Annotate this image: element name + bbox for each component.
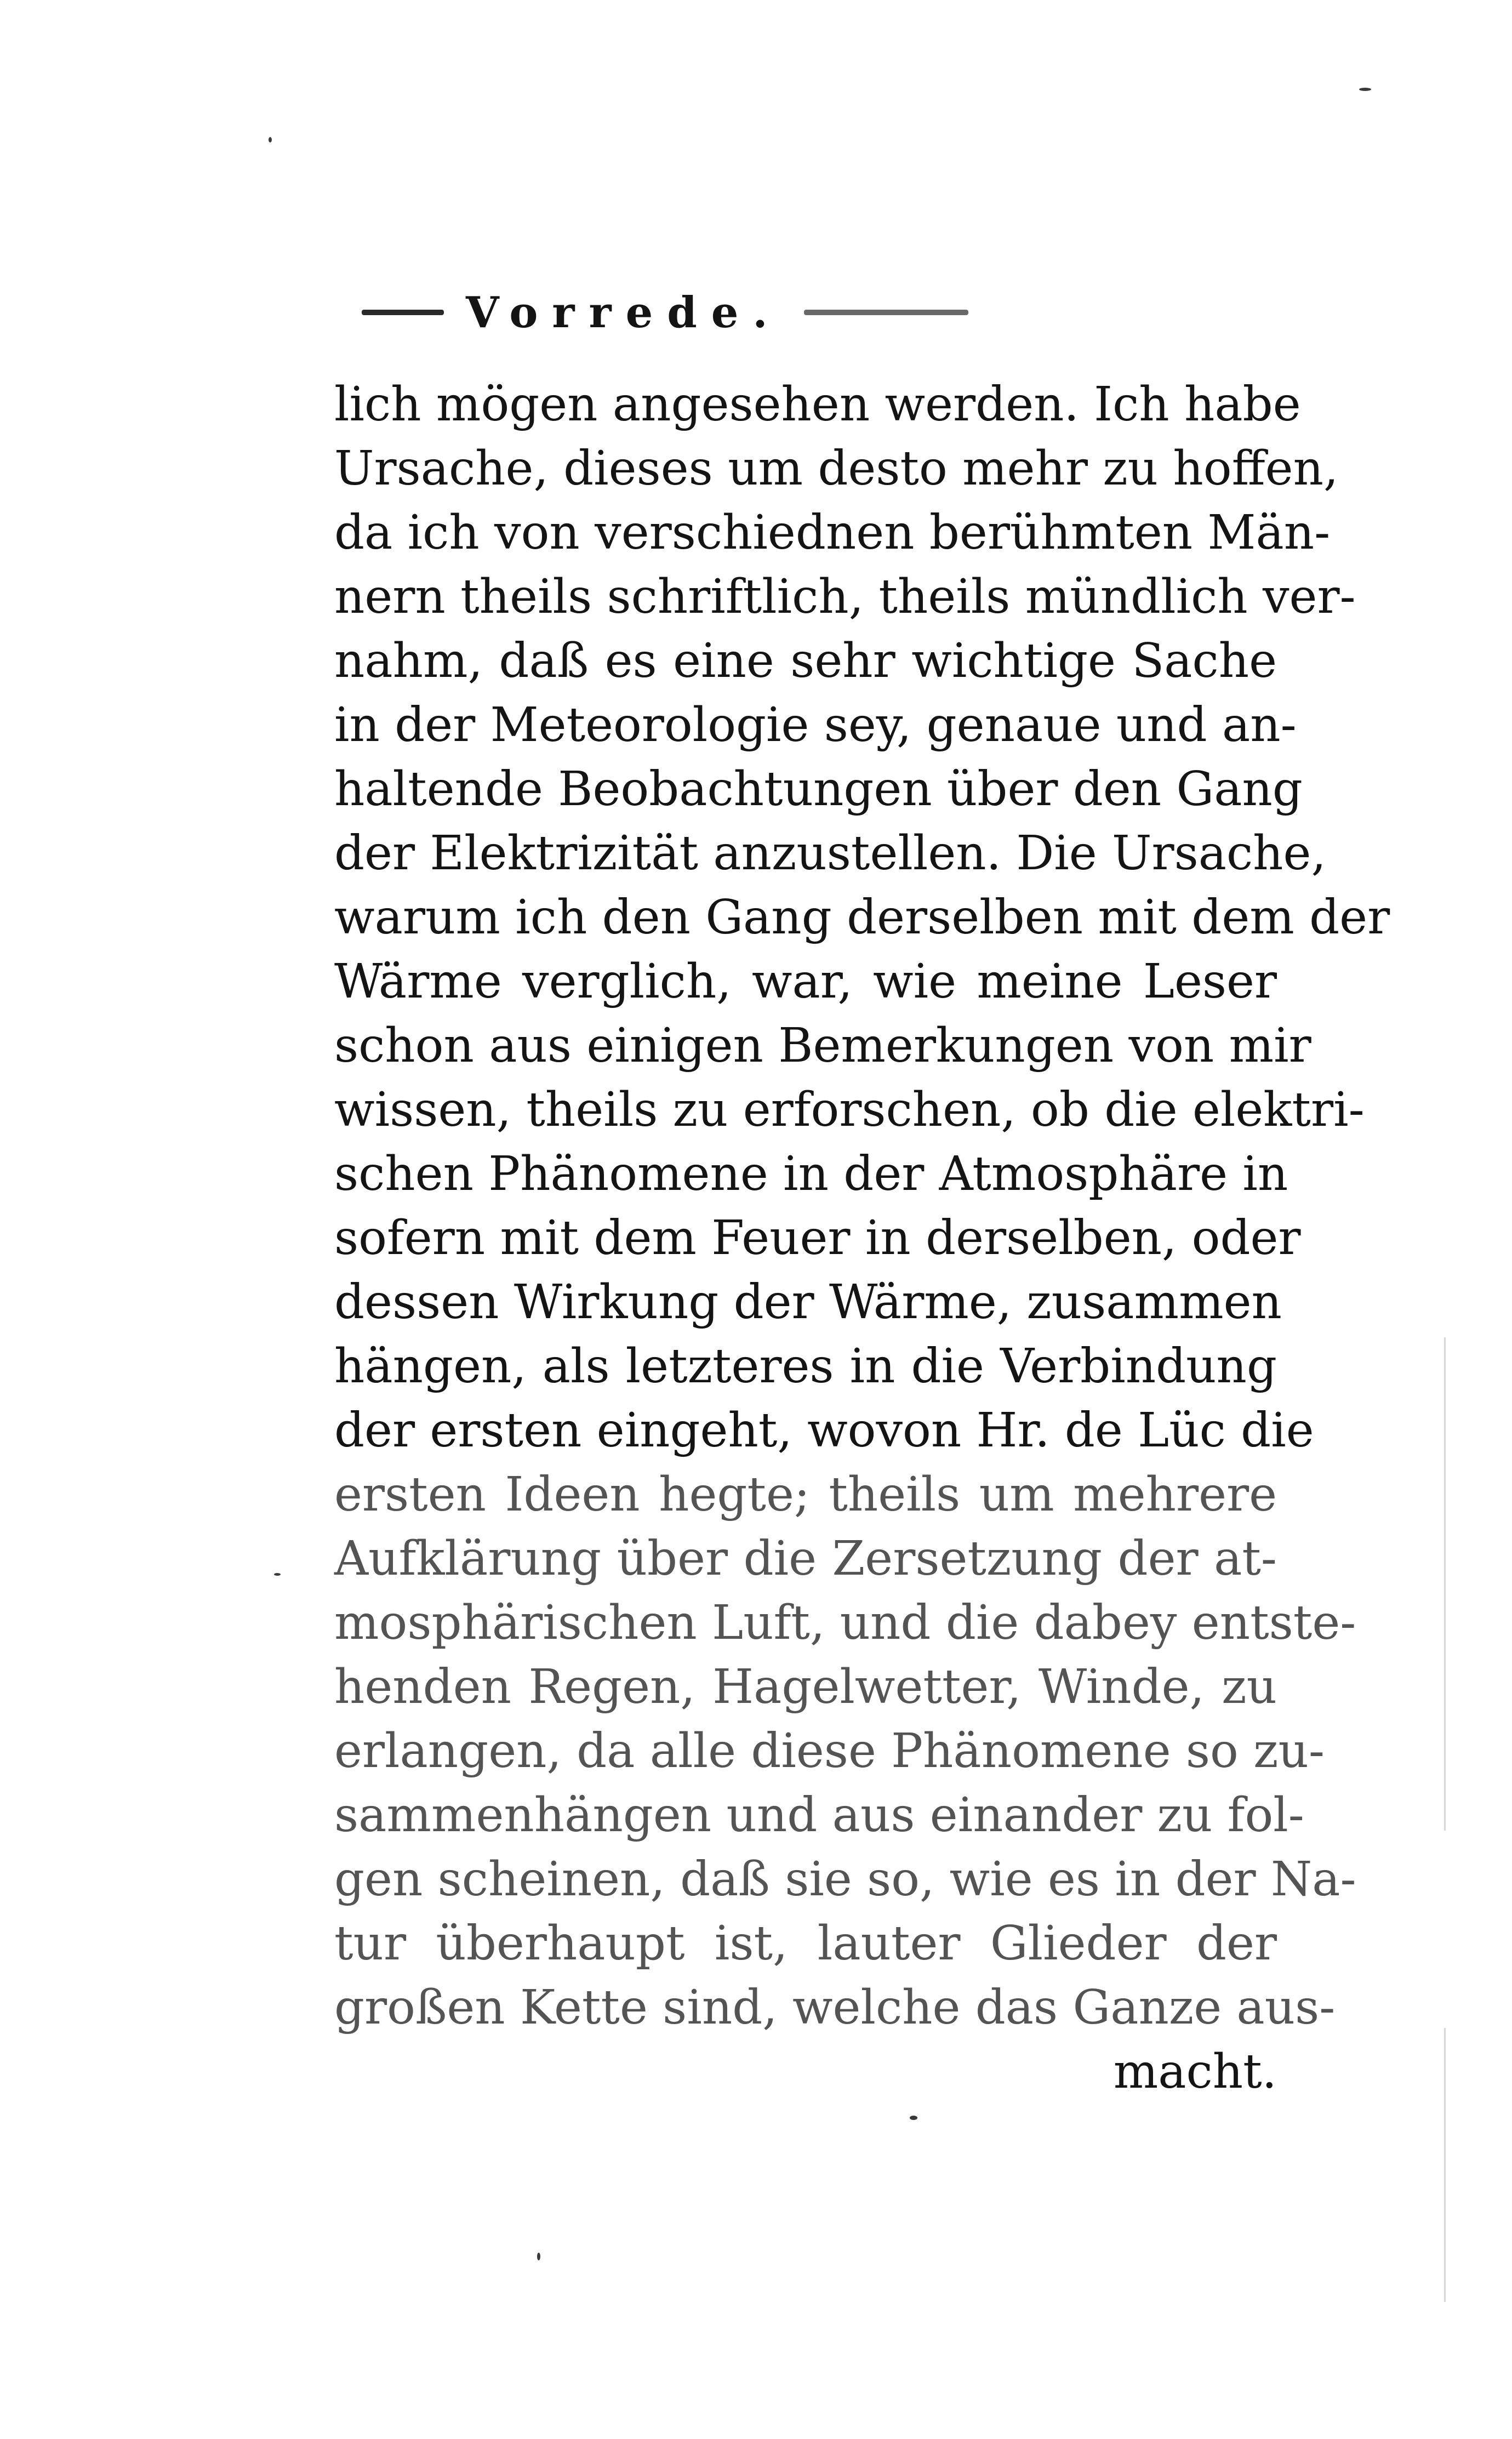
text-line: ersten Ideen hegte; theils um mehrere [334, 1467, 1277, 1522]
text-line: erlangen, da alle diese Phänomene so zu- [334, 1724, 1325, 1779]
text-line: der Elektrizität anzustellen. Die Ursache, [334, 826, 1326, 881]
page-edge-line [1444, 1337, 1446, 1831]
scan-speck [910, 2116, 917, 2120]
text-line: haltende Beobachtungen über den Gang [334, 762, 1303, 817]
page-edge-line [1444, 2028, 1446, 2302]
header-rule-right [804, 310, 968, 315]
body-text [334, 373, 1390, 2104]
text-line: nern theils schriftlich, theils mündlich ver- [334, 569, 1356, 624]
text-line: warum ich den Gang derselben mit dem der [334, 890, 1390, 945]
text-line: hängen, als letzteres in die Verbindung [334, 1339, 1277, 1394]
text-line: der ersten eingeht, wovon Hr. de Lüc die [334, 1403, 1314, 1458]
text-line: großen Kette sind, welche das Ganze aus- [334, 1980, 1336, 2035]
scan-speck [269, 137, 272, 143]
text-line: schon aus einigen Bemerkungen von mir [334, 1018, 1311, 1073]
scan-speck [1359, 88, 1371, 91]
text-line: lich mögen angesehen werden. Ich habe [334, 377, 1301, 432]
text-line: Wärme verglich, war, wie meine Leser [334, 954, 1277, 1009]
text-line: wissen, theils zu erforschen, ob die elektri- [334, 1082, 1365, 1137]
page-header [362, 285, 1293, 340]
text-line: mosphärischen Luft, und die dabey entste- [334, 1595, 1356, 1650]
text-line: Aufklärung über die Zersetzung der at- [334, 1531, 1277, 1586]
text-line: tur überhaupt ist, lauter Glieder der [334, 1916, 1277, 1971]
text-line: da ich von verschiednen berühmten Män- [334, 505, 1331, 560]
text-line-last: macht. [1113, 2044, 1277, 2099]
text-line: in der Meteorologie sey, genaue und an- [334, 698, 1297, 753]
text-line: Ursache, dieses um desto mehr zu hoffen, [334, 441, 1339, 496]
header-rule-left [362, 310, 444, 315]
text-line: henden Regen, Hagelwetter, Winde, zu [334, 1660, 1277, 1714]
text-line: sammenhängen und aus einander zu fol- [334, 1788, 1304, 1843]
running-head: Vorrede. [466, 287, 782, 338]
text-line: nahm, daß es eine sehr wichtige Sache [334, 634, 1277, 688]
text-line: sofern mit dem Feuer in derselben, oder [334, 1211, 1301, 1266]
scan-speck [537, 2253, 540, 2260]
text-line: schen Phänomene in der Atmosphäre in [334, 1147, 1288, 1201]
scan-speck [274, 1573, 281, 1576]
text-line: gen scheinen, daß sie so, wie es in der Na- [334, 1852, 1356, 1907]
text-line: dessen Wirkung der Wärme, zusammen [334, 1275, 1282, 1330]
